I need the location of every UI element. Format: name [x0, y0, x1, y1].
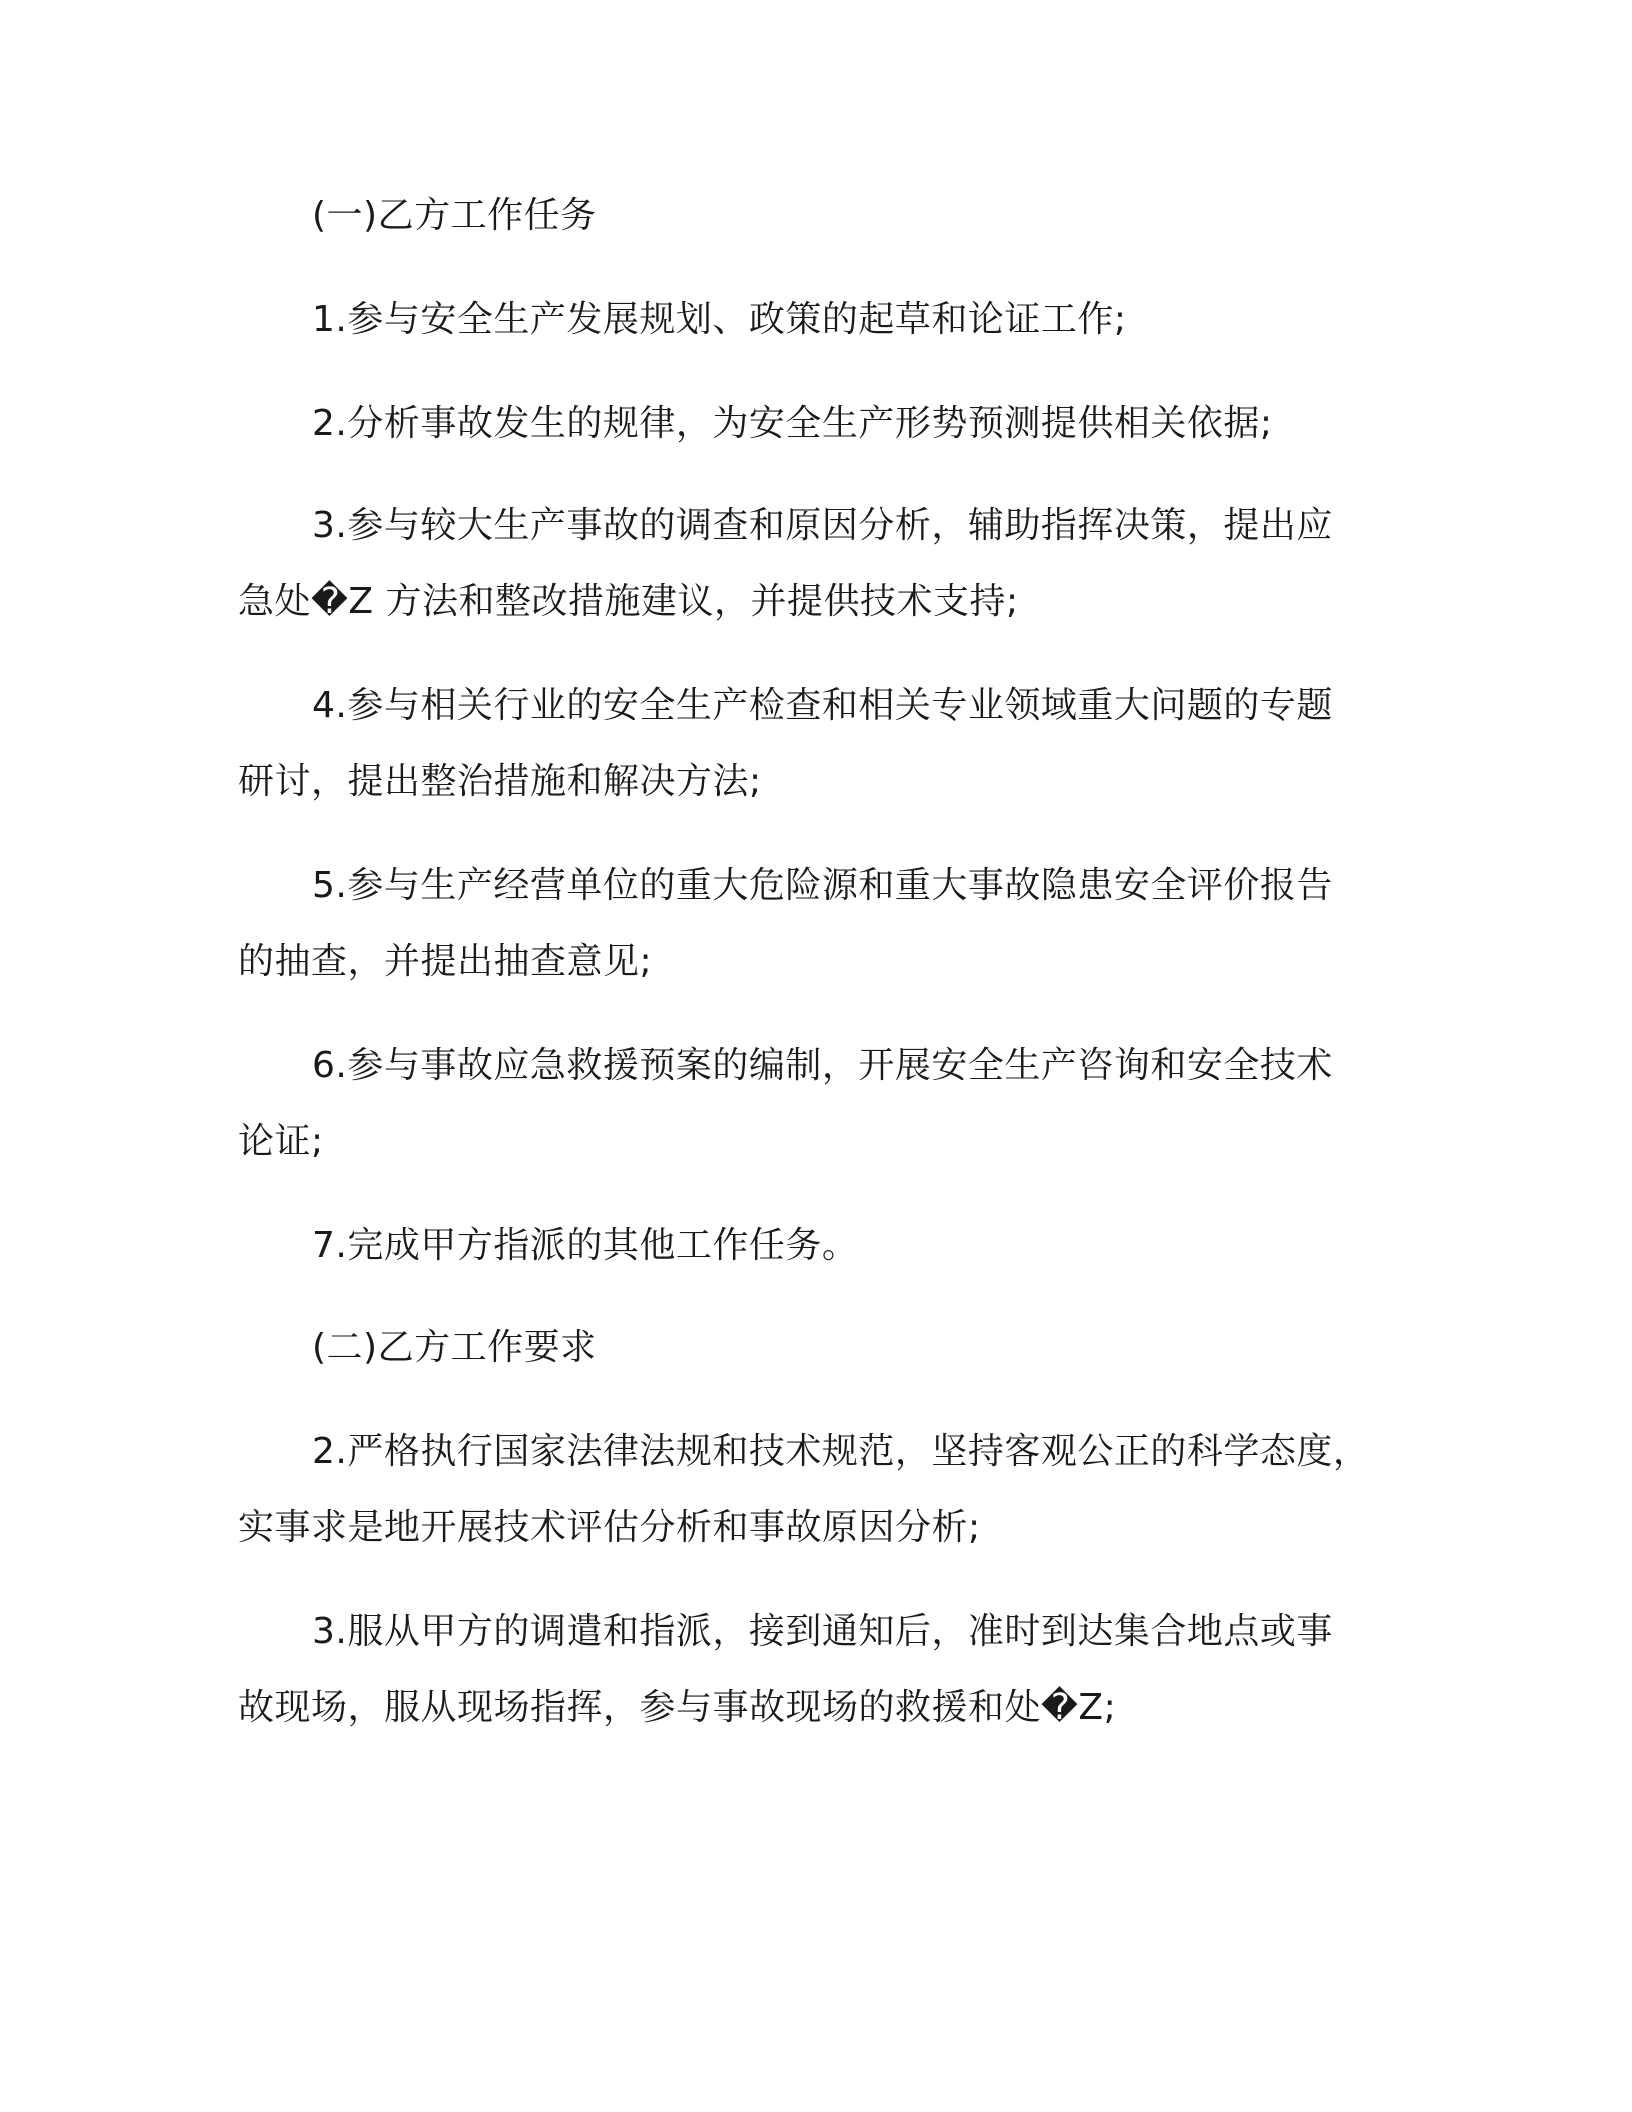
task-item-5-line-2: 的抽查，并提出抽查意见; — [238, 941, 653, 982]
requirement-item-2-line-1: 2.严格执行国家法律法规和技术规范，坚持客观公正的科学态度， — [312, 1431, 1370, 1472]
requirement-item-3-line-2: 故现场，服从现场指挥，参与事故现场的救援和处�Z; — [238, 1687, 1117, 1728]
section-heading-2: (二)乙方工作要求 — [312, 1327, 597, 1368]
task-item-7: 7.完成甲方指派的其他工作任务。 — [312, 1225, 859, 1266]
task-item-1: 1.参与安全生产发展规划、政策的起草和论证工作; — [312, 299, 1127, 340]
task-item-4-line-2: 研讨，提出整治措施和解决方法; — [238, 761, 762, 802]
task-item-2: 2.分析事故发生的规律，为安全生产形势预测提供相关依据; — [312, 403, 1273, 444]
task-item-3-line-2: 急处�Z 方法和整改措施建议，并提供技术支持; — [238, 581, 1019, 622]
requirement-item-3-line-1: 3.服从甲方的调遣和指派，接到通知后，准时到达集合地点或事 — [312, 1611, 1333, 1652]
task-item-6-line-1: 6.参与事故应急救援预案的编制，开展安全生产咨询和安全技术 — [312, 1045, 1333, 1086]
task-item-3-line-1: 3.参与较大生产事故的调查和原因分析，辅助指挥决策，提出应 — [312, 505, 1333, 546]
section-heading-1: (一)乙方工作任务 — [312, 195, 597, 236]
task-item-4-line-1: 4.参与相关行业的安全生产检查和相关专业领域重大问题的专题 — [312, 685, 1333, 726]
task-item-5-line-1: 5.参与生产经营单位的重大危险源和重大事故隐患安全评价报告 — [312, 865, 1333, 906]
requirement-item-2-line-2: 实事求是地开展技术评估分析和事故原因分析; — [238, 1507, 981, 1548]
task-item-6-line-2: 论证; — [238, 1121, 324, 1162]
